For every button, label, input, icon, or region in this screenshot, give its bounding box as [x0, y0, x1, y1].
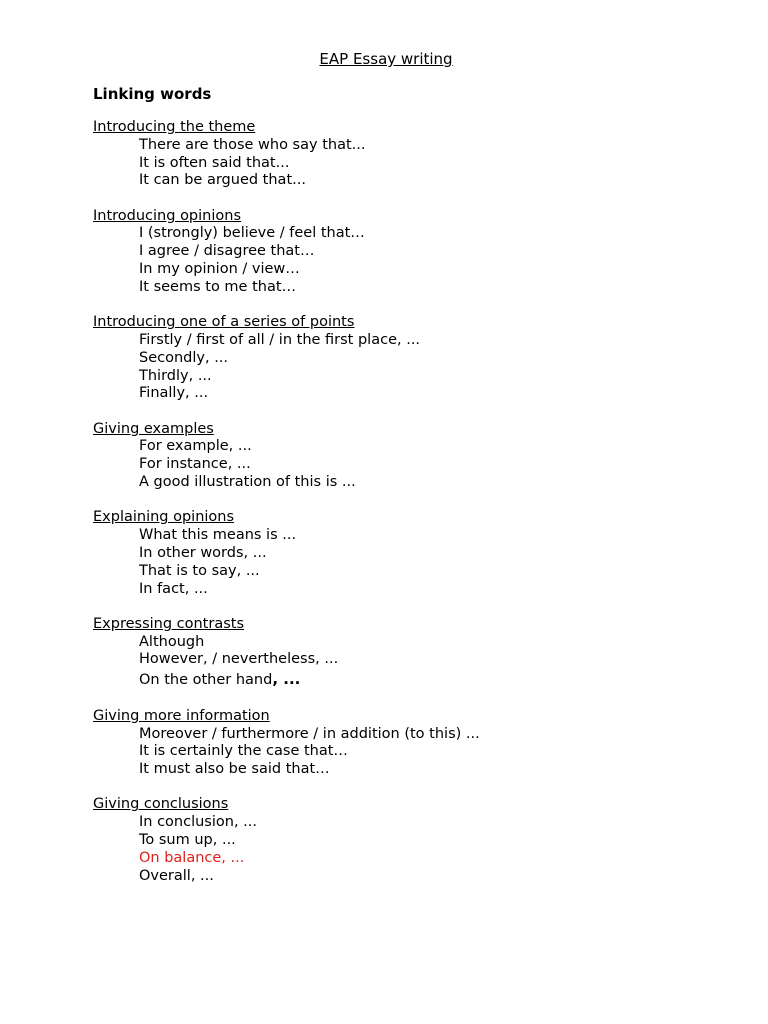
- phrase: That is to say, ...: [139, 562, 260, 579]
- section-heading: Explaining opinions: [93, 509, 235, 526]
- section-introducing-opinions: [93, 208, 713, 297]
- phrase: Secondly, ...: [139, 349, 229, 366]
- phrase-list: [93, 332, 713, 403]
- section-heading: Introducing the theme: [93, 119, 256, 135]
- phrase: In fact, ...: [139, 580, 208, 597]
- phrase: A good illustration of this is ...: [139, 474, 356, 491]
- section-heading: Giving more information: [93, 707, 270, 724]
- phrase: To sum up, ...: [139, 832, 236, 848]
- phrase: Moreover / furthermore / in addition (to this) ...: [139, 725, 480, 742]
- document-title: EAP Essay writing: [319, 50, 453, 68]
- phrase: In conclusion, ...: [139, 814, 257, 831]
- phrase: Thirdly, ...: [139, 367, 212, 384]
- section-heading: Introducing opinions: [93, 207, 242, 224]
- phrase: It is often said that...: [139, 154, 290, 171]
- section-giving-examples: [93, 421, 713, 492]
- section-heading: Introducing one of a series of points: [93, 314, 355, 331]
- phrase: I (strongly) believe / feel that…: [139, 225, 365, 242]
- phrase: Although: [139, 633, 205, 650]
- phrase: Overall, ...: [139, 867, 214, 884]
- phrase: For instance, ...: [139, 456, 251, 473]
- phrase: Finally, ...: [139, 385, 209, 402]
- phrase: For example, ...: [139, 438, 252, 455]
- phrase: What this means is ...: [139, 527, 297, 544]
- phrase: It is certainly the case that…: [139, 743, 348, 760]
- phrase-list: [93, 137, 713, 190]
- phrase: Firstly / first of all / in the first place, ...: [139, 331, 421, 348]
- phrase: It must also be said that…: [139, 761, 330, 778]
- document-subtitle: Linking words: [93, 85, 212, 103]
- phrase-list: [93, 527, 713, 598]
- phrase: However, / nevertheless, ...: [139, 651, 339, 668]
- phrase: It seems to me that…: [139, 278, 297, 295]
- phrase-list: [93, 225, 713, 296]
- phrase-list: [93, 814, 713, 885]
- section-more-information: [93, 708, 713, 779]
- section-heading: Giving examples: [93, 420, 214, 437]
- phrase-list: [93, 634, 713, 691]
- phrase: There are those who say that...: [139, 136, 366, 153]
- section-explaining-opinions: [93, 509, 713, 598]
- phrase-list: [93, 726, 713, 779]
- phrase: In other words, ...: [139, 544, 267, 561]
- section-heading: Giving conclusions: [93, 796, 229, 813]
- phrase-list: [93, 438, 713, 491]
- section-expressing-contrasts: [93, 616, 713, 690]
- linking-word-sections: [93, 119, 713, 903]
- section-heading: Expressing contrasts: [93, 615, 245, 632]
- phrase: In my opinion / view…: [139, 261, 300, 278]
- section-giving-conclusions: [93, 796, 713, 885]
- section-introducing-theme: [93, 119, 713, 190]
- phrase: I agree / disagree that…: [139, 243, 315, 260]
- phrase-highlighted: On balance, ...: [139, 849, 245, 866]
- phrase-emphasis: , ...: [272, 670, 301, 689]
- phrase: It can be argued that...: [139, 172, 306, 189]
- section-series-of-points: [93, 314, 713, 403]
- phrase-text: On the other hand: [139, 672, 273, 689]
- phrase-compound: [139, 669, 713, 690]
